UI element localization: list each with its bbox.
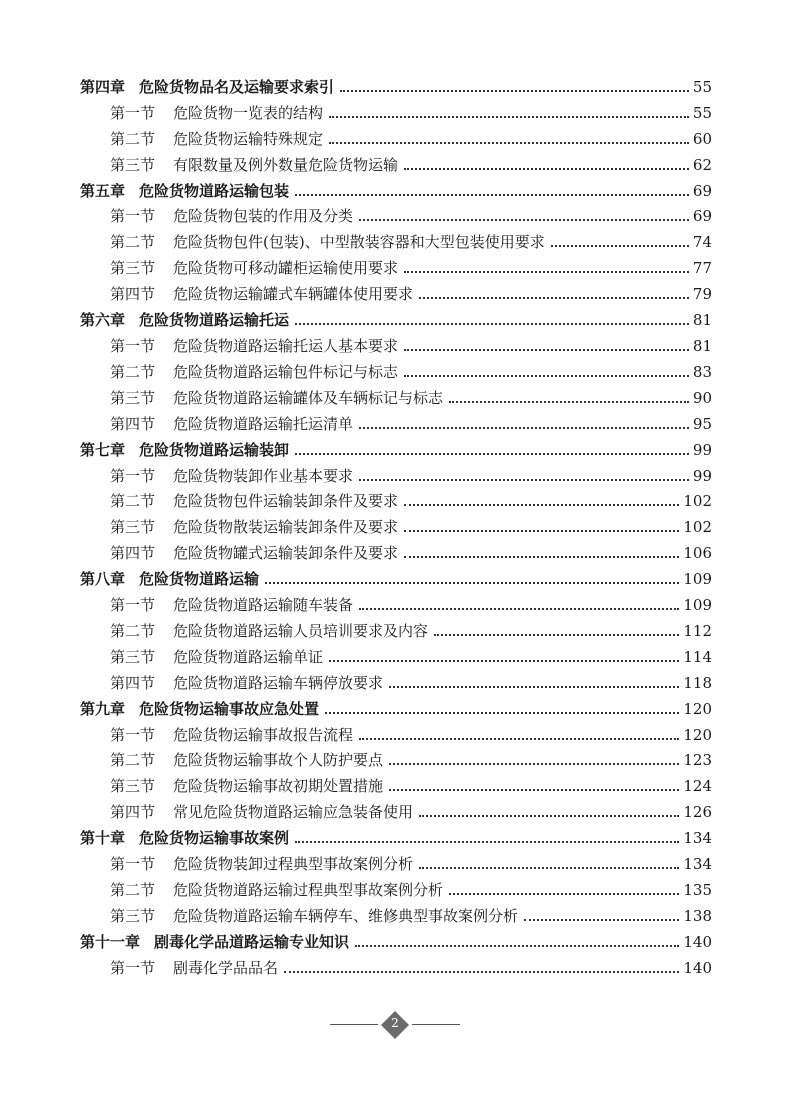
page-ref: 74 bbox=[692, 233, 712, 252]
toc-section-entry bbox=[80, 251, 712, 277]
dot-leader bbox=[389, 686, 679, 688]
toc-chapter-entry bbox=[80, 562, 712, 588]
section-number: 第三节 bbox=[110, 388, 156, 407]
dot-leader bbox=[449, 893, 679, 895]
section-number: 第三节 bbox=[110, 155, 156, 174]
dot-leader bbox=[404, 375, 689, 377]
page-ref: 69 bbox=[692, 207, 712, 226]
toc-chapter-entry bbox=[80, 174, 712, 200]
toc-section-entry bbox=[80, 200, 712, 226]
dot-leader bbox=[359, 427, 689, 429]
section-number: 第三节 bbox=[110, 259, 156, 278]
section-title: 危险货物运输事故报告流程 bbox=[173, 725, 354, 744]
toc-chapter-entry bbox=[80, 433, 712, 459]
page-ref: 99 bbox=[692, 466, 712, 485]
chapter-number: 第九章 bbox=[80, 699, 126, 718]
section-number: 第一节 bbox=[110, 207, 156, 226]
dot-leader bbox=[404, 504, 679, 506]
dot-leader bbox=[524, 919, 679, 921]
toc-chapter-entry bbox=[80, 925, 712, 951]
folio-rule-left bbox=[330, 1024, 378, 1025]
dot-leader bbox=[325, 712, 679, 714]
dot-leader bbox=[404, 530, 679, 532]
page-ref: 140 bbox=[683, 958, 712, 977]
page-ref: 140 bbox=[683, 932, 712, 951]
dot-leader bbox=[404, 168, 689, 170]
section-title: 危险货物运输事故个人防护要点 bbox=[173, 751, 384, 770]
dot-leader bbox=[355, 945, 679, 947]
dot-leader bbox=[404, 556, 679, 558]
toc-section-entry bbox=[80, 951, 712, 977]
section-number: 第四节 bbox=[110, 285, 156, 304]
section-title: 危险货物散装运输装卸条件及要求 bbox=[173, 518, 399, 537]
dot-leader bbox=[359, 738, 679, 740]
section-title: 危险货物包件(包装)、中型散装容器和大型包装使用要求 bbox=[173, 233, 545, 252]
dot-leader bbox=[329, 660, 679, 662]
page-ref: 95 bbox=[692, 414, 712, 433]
dot-leader bbox=[389, 789, 679, 791]
dot-leader bbox=[434, 634, 679, 636]
section-title: 危险货物道路运输车辆停放要求 bbox=[173, 673, 384, 692]
toc-section-entry bbox=[80, 769, 712, 795]
page-ref: 106 bbox=[683, 544, 712, 563]
toc-section-entry bbox=[80, 614, 712, 640]
chapter-title: 危险货物道路运输 bbox=[139, 570, 260, 589]
toc-section-entry bbox=[80, 744, 712, 770]
page-number: 2 bbox=[391, 1016, 399, 1030]
page-ref: 60 bbox=[692, 129, 712, 148]
page-ref: 134 bbox=[683, 829, 712, 848]
page-ref: 99 bbox=[692, 440, 712, 459]
toc-section-entry bbox=[80, 96, 712, 122]
section-number: 第四节 bbox=[110, 673, 156, 692]
toc-section-entry bbox=[80, 795, 712, 821]
chapter-title: 危险货物道路运输托运 bbox=[139, 311, 290, 330]
dot-leader bbox=[449, 401, 689, 403]
toc-section-entry bbox=[80, 122, 712, 148]
chapter-title: 危险货物品名及运输要求索引 bbox=[139, 77, 335, 96]
toc-section-entry bbox=[80, 899, 712, 925]
dot-leader bbox=[359, 608, 679, 610]
section-title: 危险货物罐式运输装卸条件及要求 bbox=[173, 544, 399, 563]
section-number: 第三节 bbox=[110, 647, 156, 666]
toc-section-entry bbox=[80, 536, 712, 562]
chapter-title: 剧毒化学品道路运输专业知识 bbox=[154, 932, 350, 951]
section-number: 第一节 bbox=[110, 725, 156, 744]
section-title: 有限数量及例外数量危险货物运输 bbox=[173, 155, 399, 174]
dot-leader bbox=[419, 867, 679, 869]
section-title: 危险货物道路运输托运人基本要求 bbox=[173, 336, 399, 355]
section-number: 第一节 bbox=[110, 336, 156, 355]
chapter-number: 第四章 bbox=[80, 77, 126, 96]
dot-leader bbox=[295, 194, 689, 196]
section-title: 危险货物包装的作用及分类 bbox=[173, 207, 354, 226]
chapter-title: 危险货物道路运输装卸 bbox=[139, 440, 290, 459]
chapter-number: 第十一章 bbox=[80, 932, 141, 951]
page-ref: 112 bbox=[683, 621, 712, 640]
page-ref: 77 bbox=[692, 259, 712, 278]
page-ref: 109 bbox=[683, 570, 712, 589]
page-ref: 90 bbox=[692, 388, 712, 407]
section-title: 常见危险货物道路运输应急装备使用 bbox=[173, 803, 414, 822]
page-ref: 83 bbox=[692, 362, 712, 381]
page-ref: 138 bbox=[683, 906, 712, 925]
section-number: 第二节 bbox=[110, 492, 156, 511]
section-title: 危险货物运输事故初期处置措施 bbox=[173, 777, 384, 796]
page-ref: 114 bbox=[683, 647, 712, 666]
dot-leader bbox=[419, 297, 689, 299]
dot-leader bbox=[389, 763, 679, 765]
dot-leader bbox=[295, 323, 689, 325]
toc-section-entry bbox=[80, 225, 712, 251]
toc-section-entry bbox=[80, 718, 712, 744]
toc-section-entry bbox=[80, 847, 712, 873]
dot-leader bbox=[419, 815, 679, 817]
dot-leader bbox=[359, 219, 689, 221]
chapter-number: 第八章 bbox=[80, 570, 126, 589]
chapter-title: 危险货物道路运输包装 bbox=[139, 181, 290, 200]
page-ref: 55 bbox=[692, 103, 712, 122]
toc-section-entry bbox=[80, 277, 712, 303]
dot-leader bbox=[340, 90, 689, 92]
toc-section-entry bbox=[80, 485, 712, 511]
chapter-number: 第七章 bbox=[80, 440, 126, 459]
section-title: 危险货物道路运输车辆停车、维修典型事故案例分析 bbox=[173, 906, 519, 925]
dot-leader bbox=[359, 479, 689, 481]
section-number: 第二节 bbox=[110, 362, 156, 381]
section-number: 第二节 bbox=[110, 881, 156, 899]
section-title: 危险货物装卸作业基本要求 bbox=[173, 466, 354, 485]
section-title: 危险货物道路运输过程典型事故案例分析 bbox=[173, 881, 444, 899]
page-ref: 81 bbox=[692, 311, 712, 330]
toc-section-entry bbox=[80, 510, 712, 536]
section-number: 第一节 bbox=[110, 855, 156, 874]
chapter-number: 第六章 bbox=[80, 311, 126, 330]
section-title: 危险货物可移动罐柜运输使用要求 bbox=[173, 259, 399, 278]
table-of-contents bbox=[80, 70, 712, 977]
page-ref: 120 bbox=[683, 725, 712, 744]
toc-section-entry bbox=[80, 640, 712, 666]
section-title: 危险货物运输罐式车辆罐体使用要求 bbox=[173, 285, 414, 304]
section-title: 危险货物装卸过程典型事故案例分析 bbox=[173, 855, 414, 874]
section-number: 第一节 bbox=[110, 466, 156, 485]
section-title: 危险货物运输特殊规定 bbox=[173, 129, 324, 148]
dot-leader bbox=[329, 142, 689, 144]
toc-section-entry bbox=[80, 329, 712, 355]
section-number: 第四节 bbox=[110, 544, 156, 563]
section-title: 危险货物道路运输托运清单 bbox=[173, 414, 354, 433]
page-ref: 134 bbox=[683, 855, 712, 874]
toc-section-entry bbox=[80, 407, 712, 433]
chapter-title: 危险货物运输事故案例 bbox=[139, 829, 290, 848]
toc-section-entry bbox=[80, 873, 712, 899]
section-title: 危险货物包件运输装卸条件及要求 bbox=[173, 492, 399, 511]
folio-rule-right bbox=[412, 1024, 460, 1025]
chapter-number: 第五章 bbox=[80, 181, 126, 200]
page-folio bbox=[330, 1010, 460, 1040]
page-ref: 69 bbox=[692, 181, 712, 200]
section-number: 第四节 bbox=[110, 414, 156, 433]
section-number: 第三节 bbox=[110, 518, 156, 537]
toc-chapter-entry bbox=[80, 821, 712, 847]
chapter-number: 第十章 bbox=[80, 829, 126, 848]
page-ref: 120 bbox=[683, 699, 712, 718]
section-number: 第三节 bbox=[110, 906, 156, 925]
dot-leader bbox=[265, 582, 679, 584]
section-title: 危险货物道路运输随车装备 bbox=[173, 596, 354, 615]
toc-section-entry bbox=[80, 381, 712, 407]
toc-section-entry bbox=[80, 148, 712, 174]
section-number: 第三节 bbox=[110, 777, 156, 796]
chapter-title: 危险货物运输事故应急处置 bbox=[139, 699, 320, 718]
page-ref: 118 bbox=[683, 673, 712, 692]
section-title: 危险货物道路运输罐体及车辆标记与标志 bbox=[173, 388, 444, 407]
page-ref: 81 bbox=[692, 336, 712, 355]
section-number: 第二节 bbox=[110, 751, 156, 770]
toc-section-entry bbox=[80, 355, 712, 381]
section-number: 第二节 bbox=[110, 621, 156, 640]
toc-chapter-entry bbox=[80, 303, 712, 329]
toc-section-entry bbox=[80, 459, 712, 485]
page-ref: 126 bbox=[683, 803, 712, 822]
dot-leader bbox=[295, 453, 689, 455]
toc-section-entry bbox=[80, 666, 712, 692]
page-ref: 102 bbox=[683, 518, 712, 537]
dot-leader bbox=[284, 971, 679, 973]
section-title: 危险货物道路运输人员培训要求及内容 bbox=[173, 621, 429, 640]
dot-leader bbox=[295, 841, 679, 843]
page-ref: 109 bbox=[683, 596, 712, 615]
dot-leader bbox=[329, 116, 689, 118]
dot-leader bbox=[551, 245, 689, 247]
page-ref: 62 bbox=[692, 155, 712, 174]
section-number: 第一节 bbox=[110, 103, 156, 122]
page-ref: 135 bbox=[683, 881, 712, 899]
section-number: 第一节 bbox=[110, 596, 156, 615]
section-title: 危险货物道路运输单证 bbox=[173, 647, 324, 666]
toc-chapter-entry bbox=[80, 70, 712, 96]
section-number: 第一节 bbox=[110, 958, 156, 977]
section-number: 第二节 bbox=[110, 129, 156, 148]
section-number: 第二节 bbox=[110, 233, 156, 252]
page-ref: 79 bbox=[692, 285, 712, 304]
toc-section-entry bbox=[80, 588, 712, 614]
page-ref: 124 bbox=[683, 777, 712, 796]
section-title: 剧毒化学品品名 bbox=[173, 958, 279, 977]
section-title: 危险货物道路运输包件标记与标志 bbox=[173, 362, 399, 381]
section-title: 危险货物一览表的结构 bbox=[173, 103, 324, 122]
page-ref: 102 bbox=[683, 492, 712, 511]
page-ref: 55 bbox=[692, 77, 712, 96]
section-number: 第四节 bbox=[110, 803, 156, 822]
page-ref: 123 bbox=[683, 751, 712, 770]
dot-leader bbox=[404, 271, 689, 273]
toc-chapter-entry bbox=[80, 692, 712, 718]
dot-leader bbox=[404, 349, 689, 351]
